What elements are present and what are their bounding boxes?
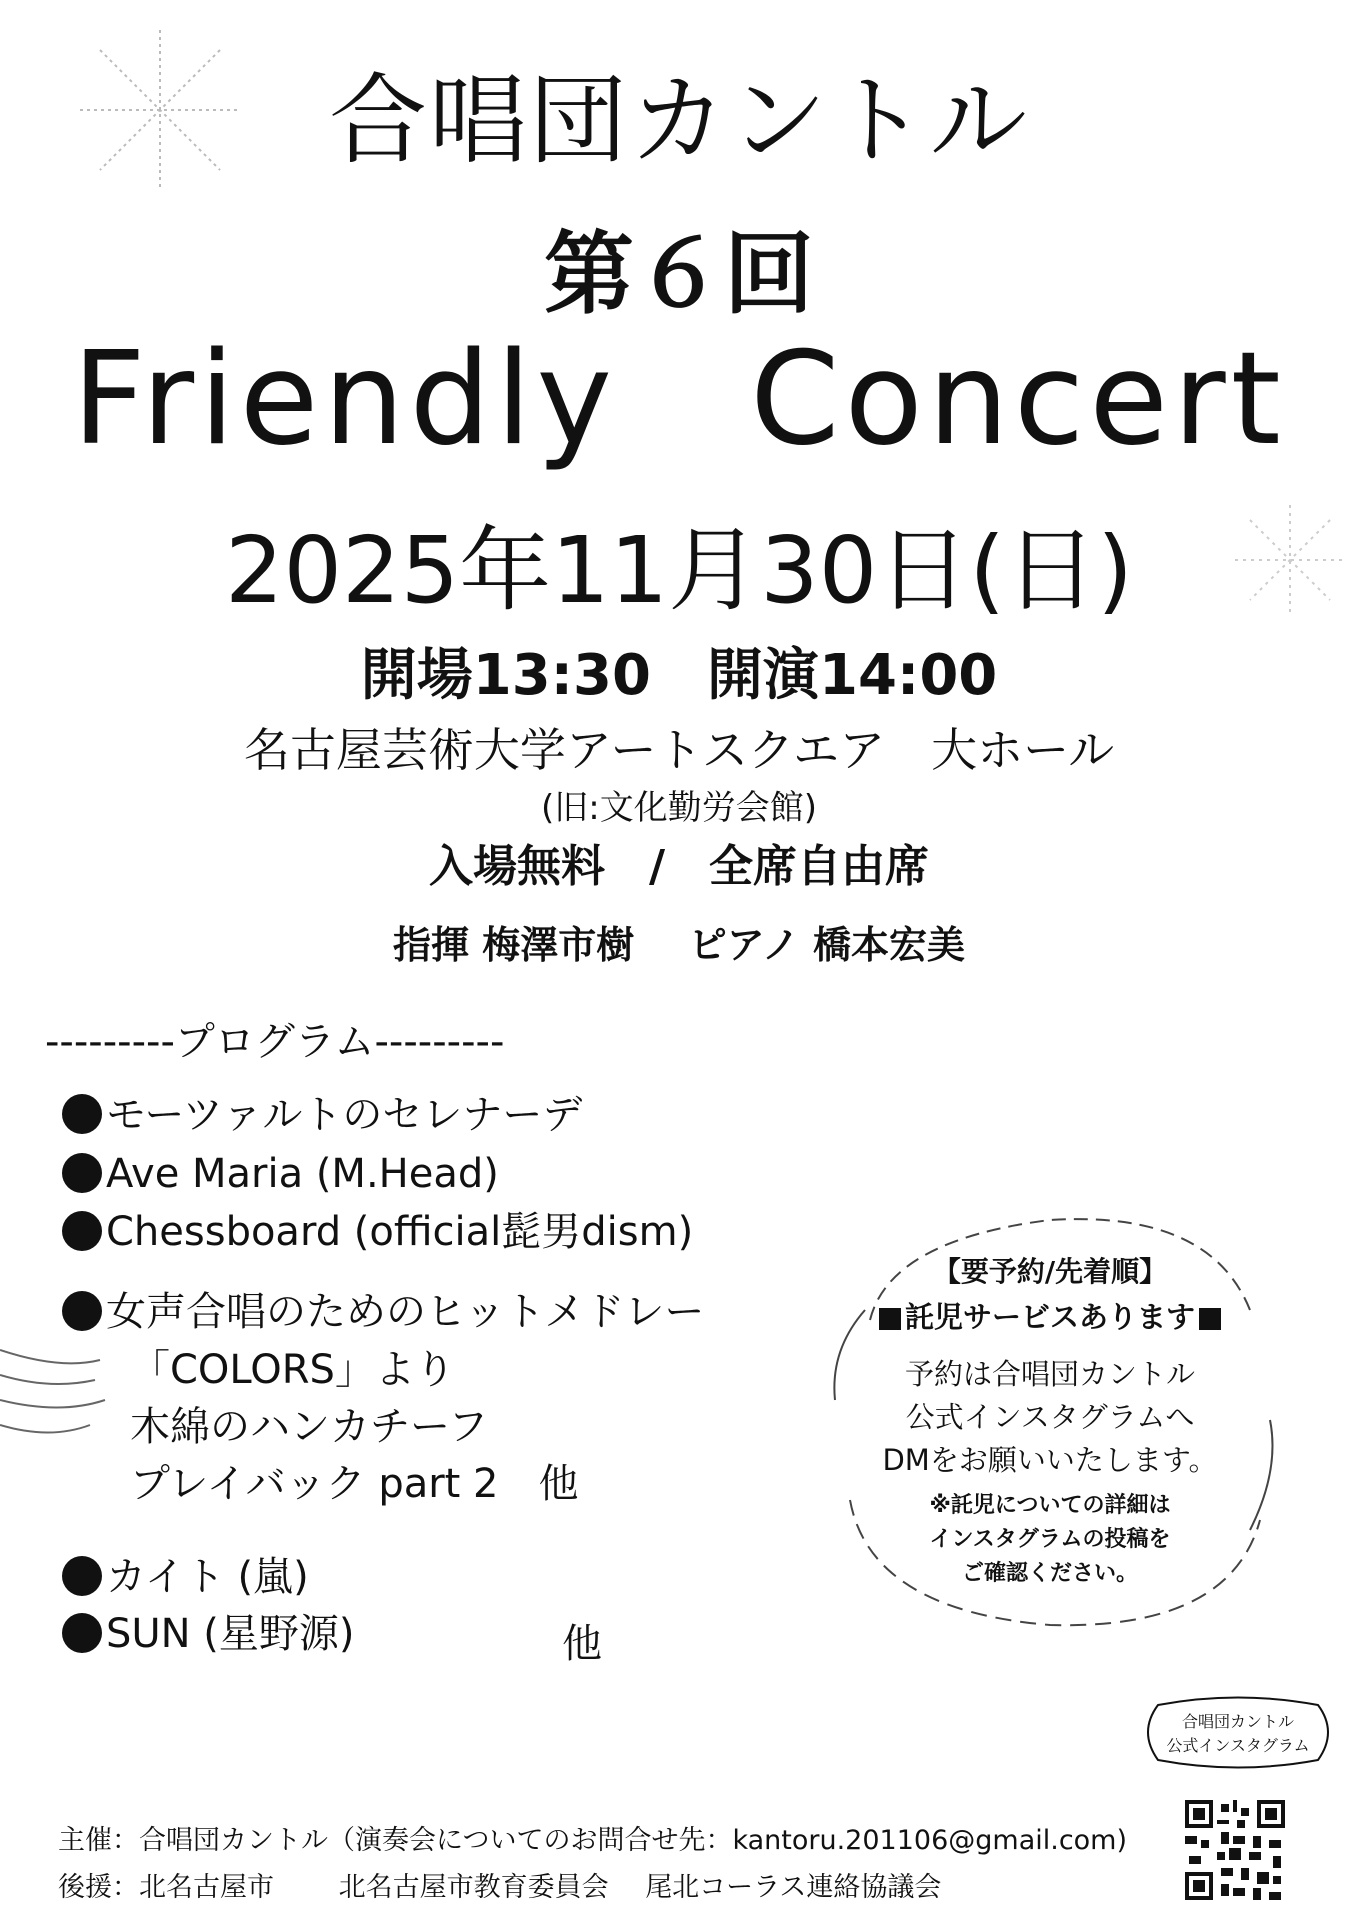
bullet-icon <box>62 1291 102 1331</box>
choir-name: 合唱団カントル <box>328 64 1029 178</box>
concert-time: 開場13:30 開演14:00 <box>360 643 998 708</box>
qr-code-icon[interactable] <box>1185 1800 1285 1900</box>
program-item: 女声合唱のためのヒットメドレー <box>62 1290 704 1334</box>
medley-song: 木綿のハンカチーフ <box>130 1404 488 1450</box>
bullet-icon <box>62 1556 102 1596</box>
concert-title: Friendly Concert <box>72 325 1286 474</box>
bullet-icon <box>62 1613 102 1653</box>
swirl-decoration <box>0 1330 110 1450</box>
square-icon <box>879 1308 901 1330</box>
pianist-name: 橋本宏美 <box>812 923 965 967</box>
program-item: Chessboard (official髭男dism) <box>62 1210 693 1254</box>
performers <box>0 925 1358 967</box>
conductor-name: 梅澤市樹 <box>482 923 635 967</box>
conductor-label: 指揮 <box>393 923 470 967</box>
reservation-required: 【要予約/先着順】 <box>932 1255 1168 1288</box>
bullet-icon <box>62 1153 102 1193</box>
reservation-line: 予約は合唱団カントル <box>904 1357 1195 1391</box>
sponsor: 尾北コーラス連絡協議会 <box>645 1872 942 1903</box>
program-item: Ave Maria (M.Head) <box>62 1152 499 1196</box>
instagram-label-line: 合唱団カントル <box>1181 1712 1294 1731</box>
medley-song: プレイバック part 2 他 <box>130 1461 579 1507</box>
bullet-icon <box>62 1094 102 1134</box>
program-item: SUN (星野源) <box>62 1612 355 1656</box>
program-item: カイト (嵐) <box>62 1555 309 1599</box>
program-etc: 他 <box>562 1621 602 1667</box>
concert-date: 2025年11月30日(日) <box>224 517 1134 624</box>
reservation-line: 公式インスタグラムへ <box>905 1400 1195 1434</box>
piano-label: ピアノ <box>688 923 800 967</box>
program-heading: ---------プログラム--------- <box>45 1019 505 1065</box>
childcare-note: ※託児についての詳細は <box>929 1493 1171 1518</box>
program-item: モーツァルトのセレナーデ <box>62 1093 582 1137</box>
edition-number: 第６回 <box>544 222 814 327</box>
sponsor: 後援：北名古屋市 <box>58 1872 274 1903</box>
admission-info: 入場無料 / 全席自由席 <box>428 841 930 892</box>
reservation-line: DMをお願いいたします。 <box>882 1443 1218 1477</box>
childcare-service: 託児サービスあります <box>810 1295 1290 1336</box>
square-icon <box>1199 1308 1221 1330</box>
medley-song: 「COLORS」より <box>130 1347 455 1393</box>
venue-former-name: (旧:文化勤労会館) <box>541 788 817 828</box>
reservation-info-box <box>810 1200 1290 1640</box>
childcare-note: ご確認ください。 <box>961 1561 1138 1586</box>
venue: 名古屋芸術大学アートスクエア 大ホール <box>243 723 1115 777</box>
sponsor: 北名古屋市教育委員会 <box>338 1872 609 1903</box>
bullet-icon <box>62 1211 102 1251</box>
instagram-label <box>1138 1695 1338 1770</box>
childcare-note: インスタグラムの投稿を <box>929 1527 1171 1552</box>
sponsors-info <box>58 1865 941 1904</box>
instagram-label-line: 公式インスタグラム <box>1166 1736 1310 1755</box>
organizer-info: 主催：合唱団カントル（演奏会についてのお問合せ先：kantoru.201106@gmail.com) <box>58 1825 1128 1856</box>
